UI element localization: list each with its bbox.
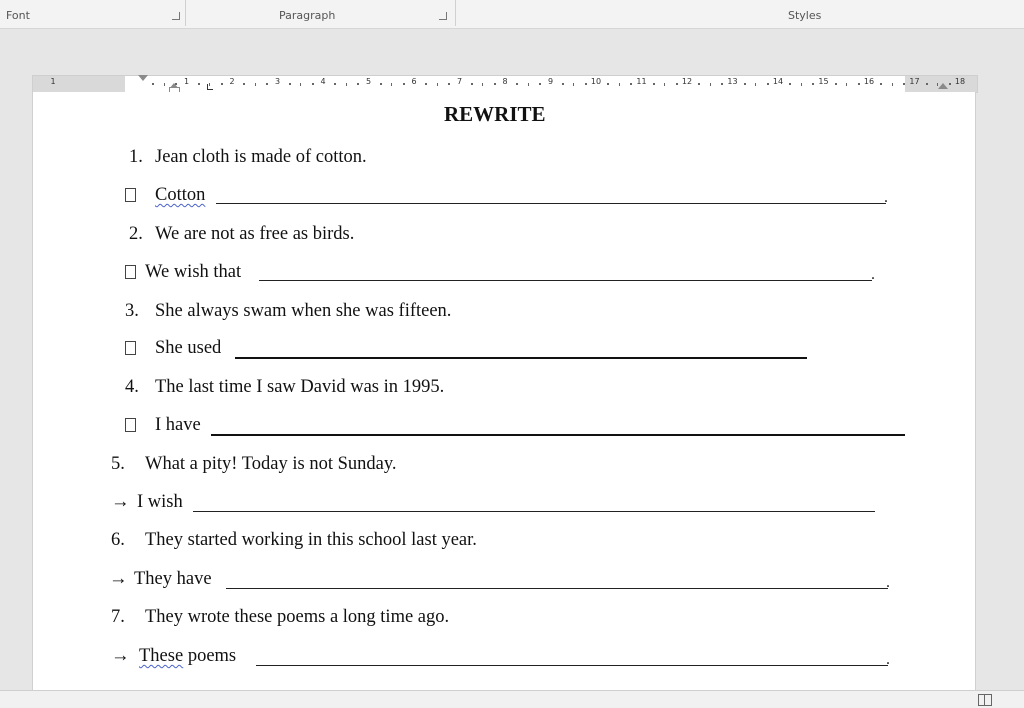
ruler-number: 11 bbox=[636, 77, 647, 86]
answer-end-mark: . bbox=[886, 574, 890, 591]
ruler-tick bbox=[255, 83, 256, 86]
item-prompt: Cotton bbox=[155, 185, 206, 205]
ruler-number: 12 bbox=[681, 77, 693, 86]
ruler-tick bbox=[585, 83, 587, 85]
ruler-tick bbox=[858, 83, 860, 85]
ruler-tick bbox=[903, 83, 905, 85]
ruler-tick bbox=[846, 83, 847, 86]
ruler-tick bbox=[607, 83, 609, 85]
ruler-tick bbox=[880, 83, 882, 85]
answer-blank[interactable] bbox=[226, 588, 888, 589]
ruler-number: 10 bbox=[590, 77, 602, 86]
ruler-tick bbox=[767, 83, 769, 85]
ruler-number: 9 bbox=[547, 77, 554, 86]
ruler-tick bbox=[380, 83, 382, 85]
ruler-tick bbox=[221, 83, 223, 85]
font-dialog-launcher-icon[interactable] bbox=[172, 12, 180, 20]
ruler-tick bbox=[653, 83, 655, 85]
answer-blank[interactable] bbox=[193, 511, 875, 512]
ruler-tick bbox=[664, 83, 665, 86]
ruler-number: 5 bbox=[365, 77, 372, 86]
arrow-icon: → bbox=[111, 646, 130, 666]
tab-stop-icon[interactable] bbox=[207, 84, 213, 90]
item-number: 6. bbox=[111, 530, 125, 550]
read-mode-view-icon[interactable] bbox=[978, 694, 992, 706]
horizontal-ruler[interactable] bbox=[32, 75, 978, 93]
ruler-tick bbox=[630, 83, 632, 85]
ruler-tick bbox=[391, 83, 392, 86]
ruler-tick bbox=[926, 83, 928, 85]
ruler-tick bbox=[198, 83, 200, 85]
ruler-number: 4 bbox=[320, 77, 326, 86]
ruler-tick bbox=[494, 83, 496, 85]
ruler-tick bbox=[676, 83, 678, 85]
ruler-tick bbox=[573, 83, 574, 86]
document-page[interactable] bbox=[32, 92, 976, 690]
ruler-number: 7 bbox=[456, 77, 463, 86]
status-bar bbox=[0, 690, 1024, 708]
styles-group-label: Styles bbox=[788, 9, 822, 22]
ruler-number: 1 bbox=[183, 77, 190, 86]
item-number: 7. bbox=[111, 607, 125, 627]
item-prompt: She used bbox=[155, 338, 222, 358]
ruler-tick bbox=[812, 83, 814, 85]
ruler-tick bbox=[164, 83, 165, 86]
ruler-tick bbox=[892, 83, 893, 86]
ruler-tick bbox=[425, 83, 427, 85]
ruler-tick bbox=[755, 83, 756, 86]
ruler-tick bbox=[266, 83, 268, 85]
item-sentence: They wrote these poems a long time ago. bbox=[145, 607, 450, 627]
ruler-tick bbox=[698, 83, 700, 85]
item-prompt: They have bbox=[134, 569, 212, 589]
item-prompt: I wish bbox=[137, 492, 183, 512]
item-number: 4. bbox=[125, 377, 139, 397]
item-sentence: The last time I saw David was in 1995. bbox=[155, 377, 445, 397]
ruler-tick bbox=[619, 83, 620, 86]
ruler-tick bbox=[334, 83, 336, 85]
arrow-icon: → bbox=[111, 492, 130, 512]
ruler-number: 18 bbox=[954, 77, 966, 86]
ruler-tick bbox=[539, 83, 541, 85]
ruler-tick bbox=[801, 83, 802, 86]
checkbox-icon bbox=[125, 418, 136, 432]
ribbon-separator bbox=[185, 0, 186, 26]
font-group-label: Font bbox=[6, 9, 30, 22]
ruler-tick bbox=[516, 83, 518, 85]
ruler-tick bbox=[448, 83, 450, 85]
ruler-number: 3 bbox=[274, 77, 281, 86]
ruler-number: 14 bbox=[772, 77, 784, 86]
item-sentence: Jean cloth is made of cotton. bbox=[155, 147, 367, 167]
spellcheck-word: These bbox=[139, 646, 184, 666]
ruler-tick bbox=[289, 83, 291, 85]
ruler-number: 16 bbox=[863, 77, 875, 86]
ruler-number: 15 bbox=[818, 77, 829, 86]
ruler-tick bbox=[357, 83, 359, 85]
arrow-icon: → bbox=[109, 569, 128, 589]
ruler-tick bbox=[437, 83, 438, 86]
ribbon-group-labels bbox=[0, 0, 1024, 29]
answer-blank[interactable] bbox=[211, 434, 905, 436]
ruler-tick bbox=[403, 83, 405, 85]
item-prompt: I have bbox=[155, 415, 201, 435]
ruler-tick bbox=[744, 83, 746, 85]
paragraph-dialog-launcher-icon[interactable] bbox=[439, 12, 447, 20]
item-sentence: We are not as free as birds. bbox=[155, 224, 355, 244]
ribbon-separator bbox=[455, 0, 456, 26]
ruler-tick bbox=[949, 83, 951, 85]
ruler-number: 13 bbox=[727, 77, 738, 86]
ruler-number: 6 bbox=[411, 77, 417, 86]
item-prompt: We wish that bbox=[145, 262, 242, 282]
ruler-tick bbox=[152, 83, 154, 85]
checkbox-icon bbox=[125, 341, 136, 355]
ruler-tick bbox=[721, 83, 723, 85]
ruler-left-margin bbox=[33, 76, 125, 92]
ruler-tick bbox=[835, 83, 837, 85]
item-prompt: These poems bbox=[139, 646, 237, 666]
item-number: 1. bbox=[129, 147, 143, 167]
item-number: 2. bbox=[129, 224, 143, 244]
ruler-tick bbox=[710, 83, 711, 86]
answer-blank[interactable] bbox=[235, 357, 807, 359]
ruler-number: 17 bbox=[909, 77, 920, 86]
answer-blank[interactable] bbox=[256, 665, 888, 666]
ruler-tick bbox=[562, 83, 564, 85]
item-sentence: She always swam when she was fifteen. bbox=[155, 301, 452, 321]
ruler-number: 8 bbox=[502, 77, 508, 86]
ruler-tick bbox=[312, 83, 314, 85]
checkbox-icon bbox=[125, 188, 136, 202]
ruler-number: 2 bbox=[229, 77, 235, 86]
ruler-tick bbox=[471, 83, 473, 85]
answer-blank[interactable] bbox=[216, 203, 886, 204]
ruler-tick bbox=[482, 83, 483, 86]
ruler-number: 1 bbox=[50, 77, 56, 86]
ruler-tick bbox=[243, 83, 245, 85]
paragraph-group-label: Paragraph bbox=[279, 9, 336, 22]
answer-blank[interactable] bbox=[259, 280, 872, 281]
checkbox-icon bbox=[125, 265, 136, 279]
first-line-indent-marker-icon[interactable] bbox=[138, 75, 148, 81]
answer-end-mark: . bbox=[886, 651, 890, 668]
ruler-tick bbox=[789, 83, 791, 85]
ruler-tick bbox=[528, 83, 529, 86]
answer-end-mark: . bbox=[871, 266, 875, 283]
ruler-tick bbox=[346, 83, 347, 86]
document-title: REWRITE bbox=[444, 102, 546, 126]
item-sentence: What a pity! Today is not Sunday. bbox=[145, 454, 397, 474]
answer-end-mark: . bbox=[884, 189, 888, 206]
item-sentence: They started working in this school last year. bbox=[145, 530, 477, 550]
ruler-tick bbox=[300, 83, 301, 86]
item-number: 5. bbox=[111, 454, 125, 474]
right-indent-marker-icon[interactable] bbox=[938, 83, 948, 89]
item-number: 3. bbox=[125, 301, 139, 321]
